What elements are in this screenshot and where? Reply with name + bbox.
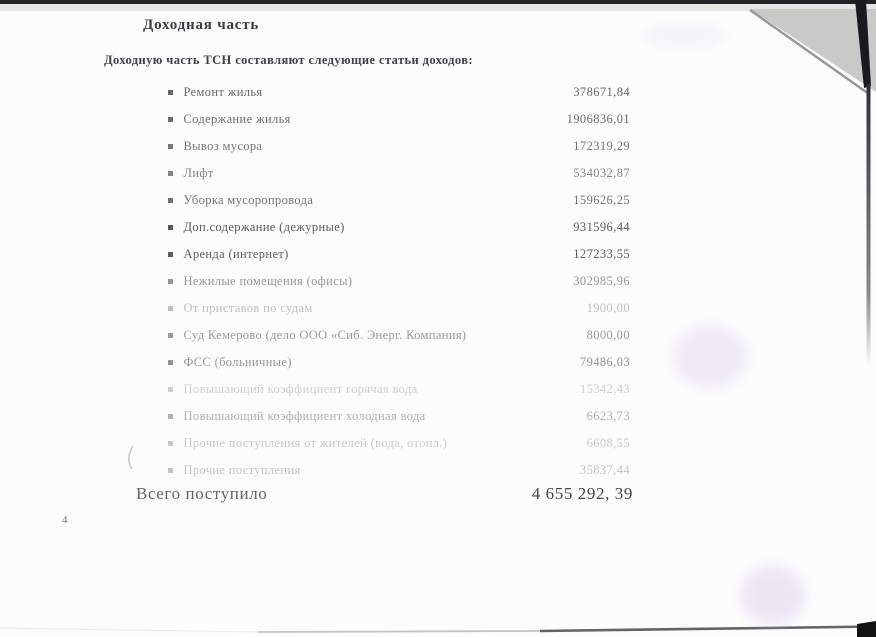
income-row — [168, 349, 630, 376]
income-item-amount: 378671,84 — [573, 85, 630, 99]
income-item-amount: 6608,55 — [586, 436, 630, 450]
income-row — [168, 457, 630, 484]
income-row — [168, 430, 630, 457]
bullet-icon — [168, 360, 173, 365]
bullet-icon — [168, 171, 173, 176]
income-item-amount: 1900,00 — [586, 301, 630, 315]
bullet-icon — [168, 279, 173, 284]
income-item-label: Повышающий коэффициент горячая вода — [183, 382, 418, 396]
income-item-amount: 6623,73 — [586, 409, 630, 423]
bullet-icon — [168, 387, 173, 392]
income-row — [168, 403, 630, 430]
income-item-label: Суд Кемерово (дело ООО «Сиб. Энерг. Компания) — [183, 328, 467, 342]
income-item-label: Доп.содержание (дежурные) — [183, 220, 345, 234]
income-item-label: Уборка мусоропровода — [183, 193, 314, 207]
page-number: 4 — [62, 514, 68, 526]
income-row — [168, 214, 630, 241]
bullet-icon — [168, 252, 173, 257]
income-row — [168, 295, 630, 322]
income-item-label: Нежилые помещения (офисы) — [183, 274, 353, 288]
income-item-amount: 534032,87 — [573, 166, 630, 180]
total-label: Всего поступило — [136, 484, 268, 503]
income-row — [168, 133, 630, 160]
income-item-amount: 1906836,01 — [566, 112, 630, 126]
income-row — [168, 268, 630, 295]
income-row — [168, 187, 630, 214]
bullet-icon — [168, 441, 173, 446]
income-item-label: Лифт — [183, 166, 214, 180]
income-item-label: От приставов по судам — [183, 301, 313, 315]
income-row — [168, 160, 630, 187]
page-title: Доходная часть — [143, 17, 260, 33]
income-item-amount: 302985,96 — [573, 274, 630, 288]
income-item-amount: 172319,29 — [573, 139, 630, 153]
income-item-label: Ремонт жилья — [183, 85, 263, 99]
income-row — [168, 376, 630, 403]
bullet-icon — [168, 225, 173, 230]
income-item-amount: 35837,44 — [579, 463, 630, 477]
income-row — [168, 241, 630, 268]
intro-text: Доходную часть ТСН составляют следующие статьи доходов: — [104, 53, 473, 67]
bullet-icon — [168, 414, 173, 419]
income-row — [168, 106, 630, 133]
income-item-label: Вывоз мусора — [183, 139, 263, 153]
income-item-amount: 931596,44 — [573, 220, 630, 234]
income-item-label: Повышающий коэффициент холодная вода — [183, 409, 426, 423]
bullet-icon — [168, 144, 173, 149]
total-amount: 4 655 292, 39 — [531, 484, 633, 503]
income-item-label: ФСС (больничные) — [183, 355, 292, 369]
income-item-amount: 159626,25 — [573, 193, 630, 207]
income-item-amount: 79486,03 — [579, 355, 630, 369]
bullet-icon — [168, 306, 173, 311]
income-item-label: Содержание жилья — [183, 112, 291, 126]
income-item-amount: 8000,00 — [586, 328, 630, 342]
income-row — [168, 322, 630, 349]
bullet-icon — [168, 117, 173, 122]
income-item-label: Прочие поступления — [183, 463, 301, 477]
income-list — [168, 79, 630, 484]
bullet-icon — [168, 468, 173, 473]
income-item-label: Прочие поступления от жителей (вода, отопл.) — [183, 436, 448, 450]
bullet-icon — [168, 90, 173, 95]
bullet-icon — [168, 333, 173, 338]
income-item-amount: 15342,43 — [579, 382, 630, 396]
bullet-icon — [168, 198, 173, 203]
income-item-amount: 127233,55 — [573, 247, 630, 261]
income-item-label: Аренда (интернет) — [183, 247, 289, 261]
income-row — [168, 79, 630, 106]
total-row — [136, 484, 633, 514]
